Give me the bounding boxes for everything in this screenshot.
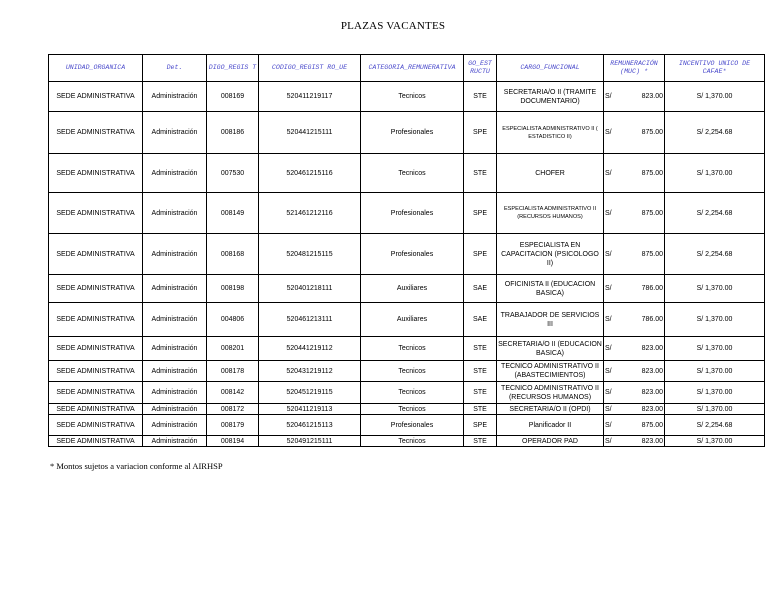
cell-estructura: STE [464,436,497,447]
cell-categoria: Tecnicos [361,382,464,404]
cell-estructura: SPE [464,112,497,154]
cell-incentivo: S/ 1,370.00 [665,154,765,193]
header-unidad-organica: UNIDAD_ORGANICA [49,55,143,82]
cell-det: Administración [143,361,207,382]
cell-codigo-registro: 008178 [207,361,259,382]
cell-codigo-registro-ue: 520461213111 [259,303,361,337]
remuneracion-amount: 823.00 [641,405,663,413]
cell-remuneracion [604,275,665,303]
header-estructura: GO_EST RUCTU [464,55,497,82]
cell-unidad-organica: SEDE ADMINISTRATIVA [49,275,143,303]
cell-codigo-registro-ue: 520481215115 [259,234,361,275]
cell-cargo: ESPECIALISTA ADMINISTRATIVO II ( ESTADISTICO II) [497,112,604,154]
cell-cargo: SECRETARIA/O II (TRAMITE DOCUMENTARIO) [497,82,604,112]
cell-cargo: SECRETARIA/O II (EDUCACION BASICA) [497,337,604,361]
cell-estructura: STE [464,382,497,404]
remuneracion-amount: 823.00 [641,437,663,445]
header-codigo-registro-ue: CODIGO_REGIST RO_UE [259,55,361,82]
cell-codigo-registro: 007530 [207,154,259,193]
cell-unidad-organica: SEDE ADMINISTRATIVA [49,382,143,404]
cell-cargo: CHOFER [497,154,604,193]
cell-remuneracion [604,337,665,361]
cell-categoria: Tecnicos [361,404,464,415]
footnote: * Montos sujetos a variacion conforme al AIRHSP [50,461,223,471]
remuneracion-amount: 786.00 [641,316,663,323]
cell-det: Administración [143,337,207,361]
cell-estructura: STE [464,337,497,361]
cell-incentivo: S/ 2,254.68 [665,415,765,436]
header-incentivo: INCENTIVO UNICO DE CAFAE* [665,55,765,82]
cell-estructura: SPE [464,415,497,436]
cell-codigo-registro-ue: 520491215111 [259,436,361,447]
cell-codigo-registro: 008194 [207,436,259,447]
table-row [49,436,765,447]
cell-det: Administración [143,234,207,275]
cell-remuneracion [604,82,665,112]
currency-symbol: S/ [605,169,612,177]
cell-remuneracion [604,193,665,234]
header-categoria: CATEGORIA_REMUNERATIVA [361,55,464,82]
cell-det: Administración [143,82,207,112]
cell-cargo: Planificador II [497,415,604,436]
cell-categoria: Auxiliares [361,275,464,303]
cell-codigo-registro-ue: 520461215116 [259,154,361,193]
cell-det: Administración [143,275,207,303]
cell-det: Administración [143,415,207,436]
cell-categoria: Tecnicos [361,82,464,112]
remuneracion-amount: 875.00 [641,421,663,429]
cell-unidad-organica: SEDE ADMINISTRATIVA [49,436,143,447]
cell-remuneracion [604,415,665,436]
cell-categoria: Tecnicos [361,361,464,382]
remuneracion-amount: 823.00 [641,367,663,375]
table-row [49,154,765,193]
cell-cargo: TECNICO ADMINISTRATIVO II (RECURSOS HUMANOS) [497,382,604,404]
cell-codigo-registro-ue: 520411219113 [259,404,361,415]
cell-categoria: Tecnicos [361,436,464,447]
remuneracion-amount: 823.00 [641,389,663,396]
cell-cargo: OFICINISTA II (EDUCACION BASICA) [497,275,604,303]
remuneracion-amount: 875.00 [641,250,663,258]
cell-categoria: Profesionales [361,193,464,234]
cell-categoria: Tecnicos [361,337,464,361]
currency-symbol: S/ [605,437,612,445]
cell-codigo-registro: 008142 [207,382,259,404]
cell-det: Administración [143,193,207,234]
cell-unidad-organica: SEDE ADMINISTRATIVA [49,337,143,361]
header-codigo-registro: DIGO_REGIS T [207,55,259,82]
cell-codigo-registro-ue: 520441219112 [259,337,361,361]
cell-remuneracion [604,361,665,382]
currency-symbol: S/ [605,316,612,323]
header-det: Det. [143,55,207,82]
table-row [49,404,765,415]
cell-estructura: SAE [464,303,497,337]
table-row [49,337,765,361]
cell-incentivo: S/ 1,370.00 [665,404,765,415]
cell-codigo-registro-ue: 520401218111 [259,275,361,303]
cell-codigo-registro-ue: 520451219115 [259,382,361,404]
cell-remuneracion [604,234,665,275]
currency-symbol: S/ [605,129,612,136]
header-remuneracion: REMUNERACIÓN (MUC) * [604,55,665,82]
cell-unidad-organica: SEDE ADMINISTRATIVA [49,415,143,436]
currency-symbol: S/ [605,421,612,429]
cell-codigo-registro: 008201 [207,337,259,361]
remuneracion-amount: 823.00 [641,345,663,352]
cell-det: Administración [143,154,207,193]
cell-incentivo: S/ 1,370.00 [665,436,765,447]
remuneracion-amount: 823.00 [641,93,663,100]
table-row [49,193,765,234]
cell-det: Administración [143,404,207,415]
table-row [49,112,765,154]
cell-codigo-registro: 008169 [207,82,259,112]
table-row [49,361,765,382]
cell-incentivo: S/ 2,254.68 [665,112,765,154]
cell-categoria: Profesionales [361,234,464,275]
cell-categoria: Auxiliares [361,303,464,337]
cell-det: Administración [143,382,207,404]
cell-det: Administración [143,303,207,337]
cell-incentivo: S/ 2,254.68 [665,234,765,275]
header-cargo: CARGO_FUNCIONAL [497,55,604,82]
cell-estructura: SPE [464,234,497,275]
cell-incentivo: S/ 1,370.00 [665,382,765,404]
cell-unidad-organica: SEDE ADMINISTRATIVA [49,82,143,112]
cell-unidad-organica: SEDE ADMINISTRATIVA [49,361,143,382]
cell-incentivo: S/ 2,254.68 [665,193,765,234]
cell-codigo-registro: 004806 [207,303,259,337]
cell-codigo-registro-ue: 520431219112 [259,361,361,382]
cell-remuneracion [604,436,665,447]
cell-incentivo: S/ 1,370.00 [665,337,765,361]
currency-symbol: S/ [605,405,612,413]
currency-symbol: S/ [605,285,612,292]
cell-categoria: Profesionales [361,112,464,154]
table-row [49,415,765,436]
cell-remuneracion [604,154,665,193]
currency-symbol: S/ [605,93,612,100]
cell-unidad-organica: SEDE ADMINISTRATIVA [49,303,143,337]
cell-incentivo: S/ 1,370.00 [665,361,765,382]
cell-codigo-registro-ue: 520411219117 [259,82,361,112]
cell-codigo-registro-ue: 521461212116 [259,193,361,234]
vacancies-table [48,54,765,447]
cell-cargo: ESPECIALISTA EN CAPACITACION (PSICOLOGO II) [497,234,604,275]
cell-categoria: Tecnicos [361,154,464,193]
cell-det: Administración [143,436,207,447]
table-header-row [49,55,765,82]
remuneracion-amount: 875.00 [641,169,663,177]
remuneracion-amount: 875.00 [641,129,663,136]
cell-remuneracion [604,404,665,415]
cell-categoria: Profesionales [361,415,464,436]
cell-incentivo: S/ 1,370.00 [665,82,765,112]
cell-estructura: STE [464,82,497,112]
cell-incentivo: S/ 1,370.00 [665,303,765,337]
cell-cargo: SECRETARIA/O II (OPDI) [497,404,604,415]
table-row [49,82,765,112]
cell-unidad-organica: SEDE ADMINISTRATIVA [49,404,143,415]
cell-cargo: TRABAJADOR DE SERVICIOS III [497,303,604,337]
cell-unidad-organica: SEDE ADMINISTRATIVA [49,234,143,275]
cell-codigo-registro: 008198 [207,275,259,303]
cell-estructura: SAE [464,275,497,303]
cell-remuneracion [604,382,665,404]
cell-cargo: TECNICO ADMINISTRATIVO II (ABASTECIMIENTOS) [497,361,604,382]
remuneracion-amount: 786.00 [641,285,663,292]
currency-symbol: S/ [605,209,612,217]
cell-codigo-registro: 008186 [207,112,259,154]
table-row [49,382,765,404]
cell-cargo: OPERADOR PAD [497,436,604,447]
page-title: PLAZAS VACANTES [340,20,446,32]
cell-unidad-organica: SEDE ADMINISTRATIVA [49,193,143,234]
remuneracion-amount: 875.00 [641,209,663,217]
currency-symbol: S/ [605,250,612,258]
cell-unidad-organica: SEDE ADMINISTRATIVA [49,154,143,193]
cell-remuneracion [604,303,665,337]
currency-symbol: S/ [605,389,612,396]
cell-codigo-registro: 008172 [207,404,259,415]
currency-symbol: S/ [605,345,612,352]
cell-codigo-registro: 008168 [207,234,259,275]
cell-estructura: STE [464,404,497,415]
cell-unidad-organica: SEDE ADMINISTRATIVA [49,112,143,154]
cell-incentivo: S/ 1,370.00 [665,275,765,303]
cell-det: Administración [143,112,207,154]
cell-codigo-registro: 008149 [207,193,259,234]
table-row [49,234,765,275]
cell-codigo-registro-ue: 520461215113 [259,415,361,436]
currency-symbol: S/ [605,367,612,375]
cell-estructura: STE [464,361,497,382]
cell-estructura: SPE [464,193,497,234]
cell-remuneracion [604,112,665,154]
cell-cargo: ESPECIALISTA ADMINISTRATIVO II (RECURSOS HUMANOS) [497,193,604,234]
cell-codigo-registro: 008179 [207,415,259,436]
cell-codigo-registro-ue: 520441215111 [259,112,361,154]
table-row [49,275,765,303]
cell-estructura: STE [464,154,497,193]
table-row [49,303,765,337]
